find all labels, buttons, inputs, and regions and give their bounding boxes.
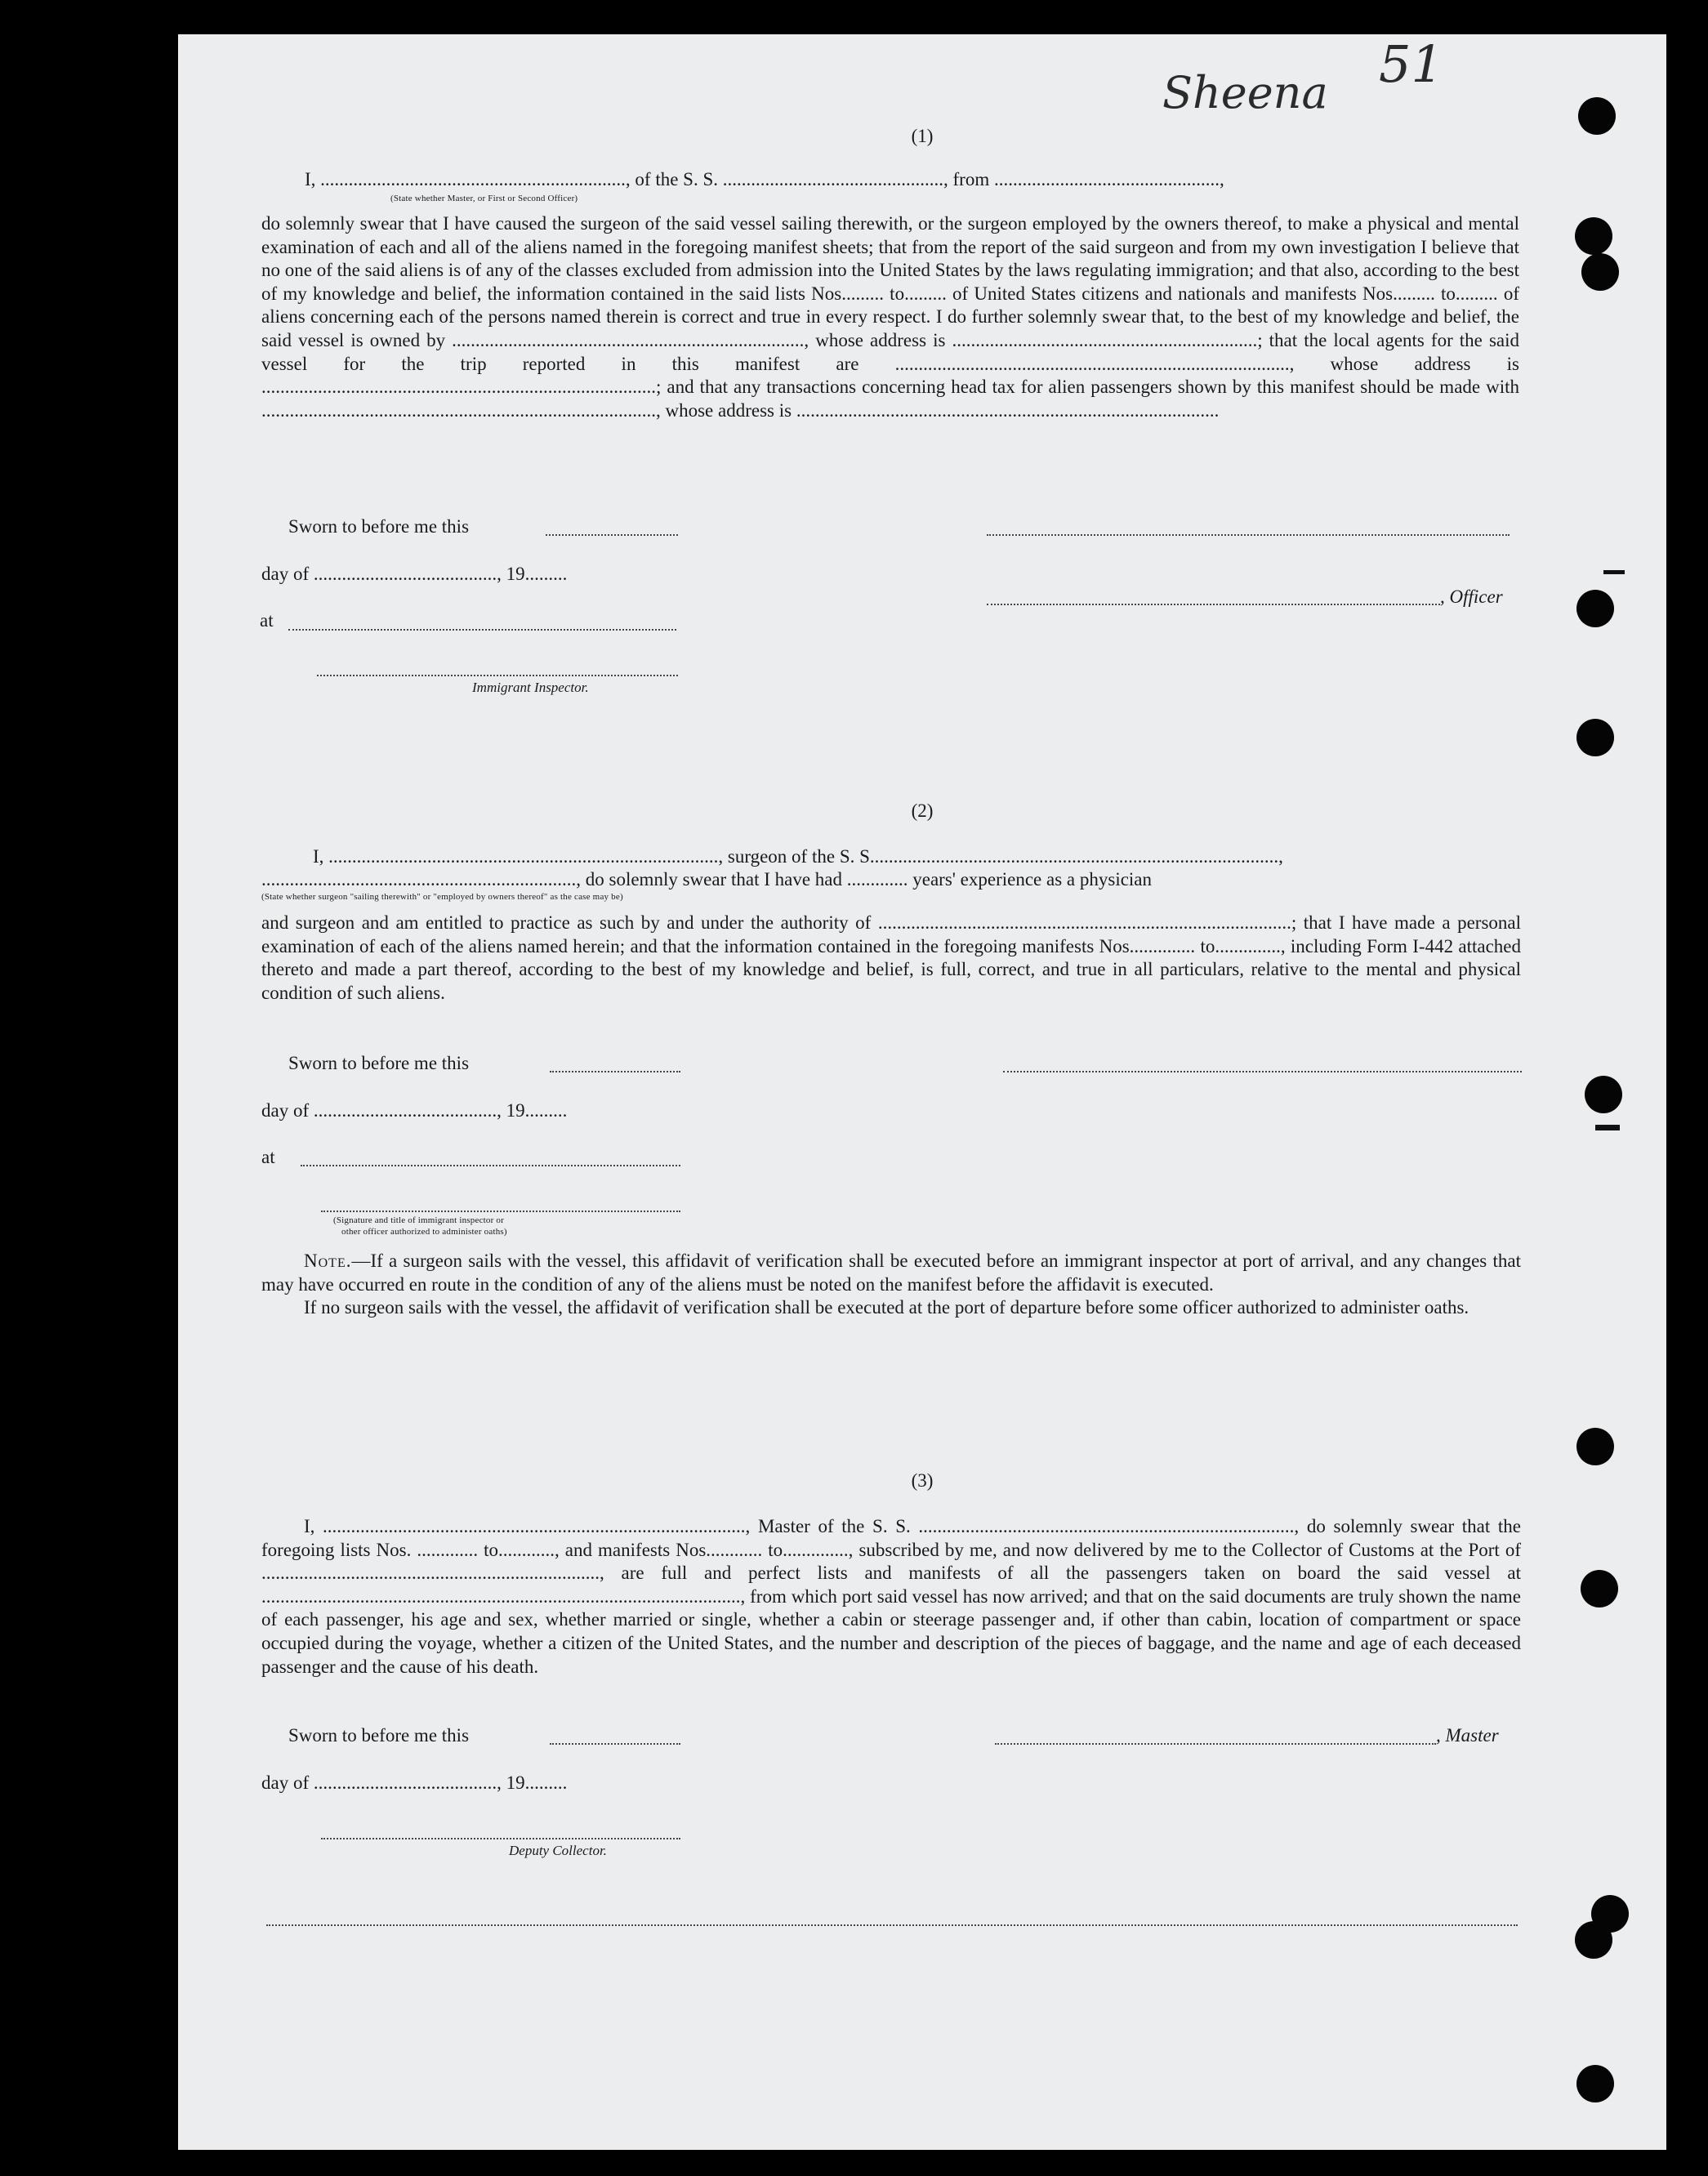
section-2-signature-line: [1003, 1071, 1522, 1072]
section-1-sworn-line: [546, 534, 678, 536]
section-1-at-line: [288, 629, 676, 631]
binder-hole: [1575, 1921, 1612, 1959]
binder-hole: [1576, 719, 1614, 756]
section-2-body: [261, 912, 1521, 1005]
section-1-officer-line: [987, 604, 1440, 605]
section-2-inspector-line: [321, 1211, 680, 1212]
section-2-at-line: [301, 1165, 680, 1166]
margin-mark-2: [1595, 1125, 1620, 1130]
handwritten-name: Sheena: [1162, 67, 1328, 118]
section-3-collector-line: [321, 1838, 680, 1839]
section-3-sworn: Sworn to before me this: [288, 1725, 470, 1746]
binder-hole: [1576, 1428, 1614, 1465]
section-2-caption: (State whether surgeon "sailing therewith" or "employed by owners thereof" as the case may be): [261, 892, 623, 902]
section-2-sig-caption-1: (Signature and title of immigrant inspector or: [333, 1215, 504, 1225]
section-3-master-label: , Master: [1436, 1725, 1499, 1746]
section-2-note: [261, 1250, 1521, 1320]
bottom-rule: [266, 1924, 1518, 1926]
section-1-line1: I, ................................................................., of the S. S. ..............................................., from ................................................,: [305, 169, 1224, 190]
section-3-oath-text: I, .........................................................................................., Master of the S. S. ................................................................................, do solemnly swear that the foregoing lists Nos. ............. to............, and manifests Nos............ to.............., subscribed by me, and now delivered by me to the Collector of Customs at the Port of ........................................................................, are full and perfect lists and manifests of all the passengers taken on board the said vessel at ......................................................................................................, from which port said vessel has now arrived; and that on the said documents are truly shown the name of each passenger, his age and sex, whether married or single, whether a cabin or steerage passenger and, if other than cabin, location of compartment or space occupied during the voyage, whether a citizen of the United States, and the number and description of the pieces of baggage, and the name and age of each deceased passenger and the cause of his death.: [261, 1516, 1521, 1677]
section-2-note-paragraph: [261, 1250, 1521, 1296]
section-2-sworn-line: [550, 1071, 680, 1072]
binder-hole: [1578, 97, 1616, 135]
section-3-sworn-line: [550, 1743, 680, 1745]
note-text: —If a surgeon sails with the vessel, this affidavit of verification shall be executed before an immigrant inspector at port of arrival, and any changes that may have occurred en route in the condition of any of the aliens must be noted on the manifest before the affidavit is executed.: [261, 1251, 1521, 1295]
section-2-line2: ..................................................................., do solemnly swear that I have had ............. years' experience as a physician: [261, 869, 1153, 890]
note-label: Note.: [304, 1251, 352, 1271]
section-1-inspector-line: [317, 675, 678, 676]
section-1-inspector: Immigrant Inspector.: [472, 680, 589, 695]
section-2-line1: I, ..................................................................................., surgeon of the S. S.......................................................................................,: [313, 846, 1283, 867]
binder-hole: [1575, 217, 1612, 255]
section-2-sworn: Sworn to before me this: [288, 1053, 470, 1073]
section-1-day-of: day of ......................................., 19.........: [261, 564, 568, 584]
binder-hole: [1585, 1076, 1622, 1113]
section-2-day-of: day of ......................................., 19.........: [261, 1100, 568, 1121]
binder-hole: [1581, 1570, 1618, 1607]
binder-hole: [1576, 2065, 1614, 2102]
form-content: [178, 34, 1666, 2150]
section-2-sig-caption-2: other officer authorized to administer oaths): [341, 1227, 507, 1237]
section-1-number: (1): [911, 126, 934, 146]
margin-mark: [1603, 570, 1625, 574]
binder-hole: [1581, 253, 1619, 291]
section-2-number: (2): [911, 800, 934, 821]
section-3-master-line: [995, 1743, 1436, 1745]
section-1-officer-label: , Officer: [1440, 586, 1503, 607]
section-2-oath-text: and surgeon and am entitled to practice as such by and under the authority of ........................................................................................; that I have made a personal examination of each of the aliens named herein; and that the information contained in the foregoing manifests Nos.............. to.............., including Form I-442 attached thereto and made a part thereof, according to the best of my knowledge and belief, is full, correct, and true in all particulars, relative to the mental and physical condition of such aliens.: [261, 912, 1521, 1003]
section-3-collector: Deputy Collector.: [509, 1843, 607, 1858]
section-1-oath-text: do solemnly swear that I have caused the surgeon of the said vessel sailing therewith, or the surgeon employed by the owners thereof, to make a physical and mental examination of each and all of the aliens named in the foregoing manifest sheets; that from the report of the said surgeon and from my own investigation I believe that no one of the said aliens is of any of the classes excluded from admission into the United States by the laws regulating immigration; and that also, according to the best of my knowledge and belief, the information contained in the said lists Nos......... to......... of United States citizens and nationals and manifests Nos......... to......... of aliens concerning each of the persons named therein is correct and true in every respect. I do further solemnly swear that, to the best of my knowledge and belief, the said vessel is owned by ..........................................................................., whose address is .................................................................; that the local agents for the said vessel for the trip reported in this manifest are ...................................................................................., whose address is ....................................................................................; and that any transactions concerning head tax for alien passengers shown by this manifest should be made with ...................................................................................., whose address is ..........................................................................................: [261, 213, 1519, 421]
section-2-at: at: [261, 1147, 275, 1167]
section-3-number: (3): [911, 1470, 934, 1491]
section-1-signature-line: [987, 534, 1510, 536]
handwritten-number: 51: [1379, 34, 1443, 94]
section-1-body: [261, 212, 1519, 422]
binder-hole: [1576, 590, 1614, 627]
section-2-note-paragraph-2: If no surgeon sails with the vessel, the affidavit of verification shall be executed at the port of departure before some officer authorized to administer oaths.: [304, 1297, 1469, 1318]
form-page: [178, 34, 1666, 2150]
section-1-sworn: Sworn to before me this: [288, 516, 470, 537]
section-3-day-of: day of ......................................., 19.........: [261, 1772, 568, 1793]
section-1-at: at: [260, 610, 274, 631]
section-1-caption: (State whether Master, or First or Second Officer): [390, 194, 578, 203]
section-3-body: [261, 1515, 1521, 1679]
